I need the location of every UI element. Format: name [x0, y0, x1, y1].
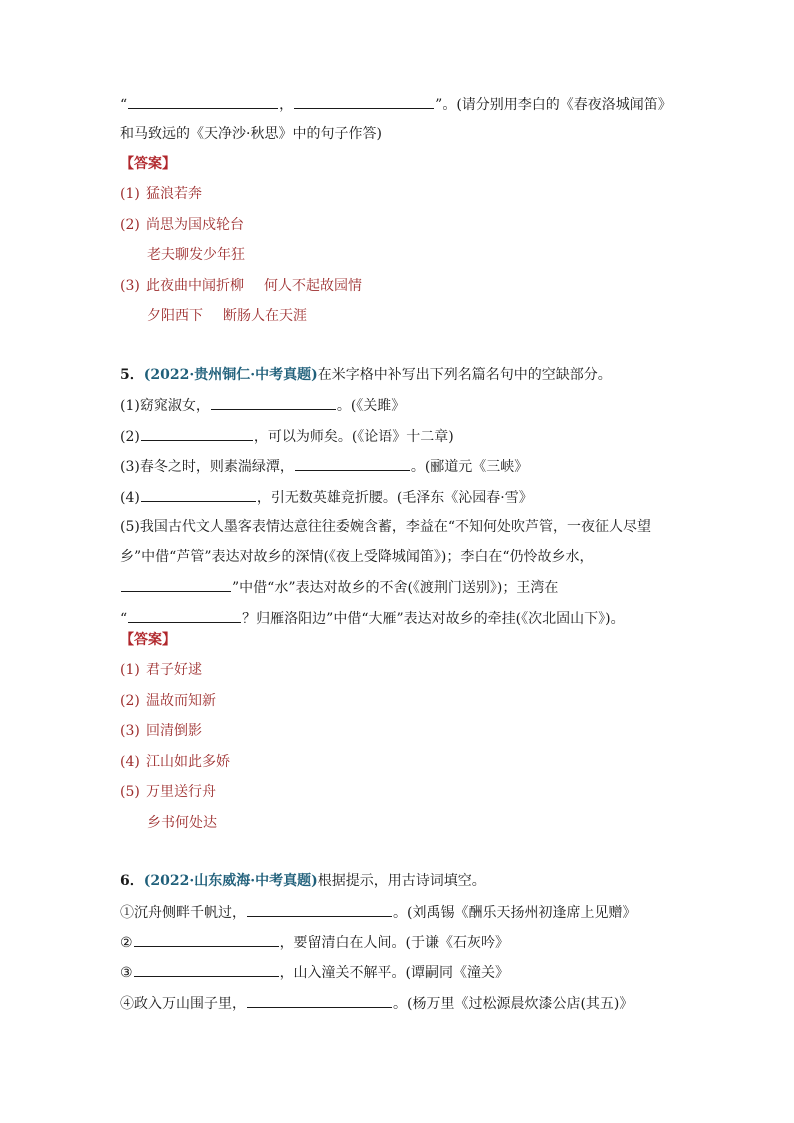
question-source: (2022·贵州铜仁·中考真题): [143, 367, 318, 383]
question-5-header: 5．(2022·贵州铜仁·中考真题)在米字格中补写出下列名篇名句中的空缺部分。: [120, 367, 612, 383]
answer-blank[interactable]: [121, 577, 231, 592]
question-6-item-3: ③ ，山入潼关不解平。(谭嗣同《潼关》: [120, 962, 680, 983]
question-source: (2022·山东威海·中考真题): [143, 873, 318, 889]
answer-blank[interactable]: [295, 456, 410, 471]
question-5-item-3: (3)春冬之时，则素湍绿潭， 。(郦道元《三峡》: [120, 456, 680, 477]
question-6-header: 6．(2022·山东威海·中考真题)根据提示，用古诗词填空。: [120, 873, 486, 889]
carry-line-2: 和马致远的《天净沙·秋思》中的句子作答): [120, 126, 382, 142]
answer-item: (2) 尚思为国戍轮台: [120, 217, 244, 233]
answer-item-continuation: 乡书何处达: [147, 815, 217, 831]
answer-blank[interactable]: [247, 993, 392, 1008]
question-5-item-5-line-3: ”中借“水”表达对故乡的不舍(《渡荆门送别》)；王湾在: [120, 577, 680, 598]
answer-item: (1) 君子好逑: [120, 662, 202, 678]
answer-blank[interactable]: [247, 902, 392, 917]
answer-blank[interactable]: [134, 932, 279, 947]
answer-blank[interactable]: [128, 608, 241, 623]
answer-item: (2) 温故而知新: [120, 693, 216, 709]
question-5-item-5-line-1: (5)我国古代文人墨客表情达意往往委婉含蓄，李益在“不知何处吹芦管，一夜征人尽望: [120, 519, 651, 535]
answer-heading: 【答案】: [120, 632, 176, 648]
answer-item: (1) 猛浪若奔: [120, 186, 202, 202]
question-6-item-1: ①沉舟侧畔千帆过， 。(刘禹锡《酬乐天扬州初逢席上见赠》: [120, 902, 680, 923]
carry-line-1: “ ， ”。(请分别用李白的《春夜洛城闻笛》: [120, 94, 680, 115]
answer-item: (5) 万里送行舟: [120, 784, 216, 800]
answer-blank[interactable]: [141, 487, 256, 502]
answer-item: (3) 回清倒影: [120, 723, 202, 739]
question-5-item-1: (1)窈窕淑女， 。(《关雎》: [120, 395, 680, 416]
question-5-item-5-line-2: 乡”中借“芦管”表达对故乡的深情(《夜上受降城闻笛》)；李白在“仍怜故乡水，: [120, 549, 594, 565]
answer-blank[interactable]: [134, 962, 279, 977]
question-6-item-4: ④政入万山围子里， 。(杨万里《过松源晨炊漆公店(其五)》: [120, 993, 680, 1014]
question-5-item-5-line-4: “ ？归雁洛阳边”中借“大雁”表达对故乡的牵挂(《次北固山下》)。: [120, 608, 680, 629]
question-5-item-2: (2) ，可以为师矣。(《论语》十二章): [120, 426, 680, 447]
answer-item-continuation: 夕阳西下 断肠人在天涯: [147, 308, 307, 324]
answer-blank[interactable]: [141, 426, 253, 441]
answer-item: (3) 此夜曲中闻折柳 何人不起故园情: [120, 278, 362, 294]
question-6-item-2: ② ，要留清白在人间。(于谦《石灰吟》: [120, 932, 680, 953]
answer-blank[interactable]: [294, 94, 434, 109]
answer-blank[interactable]: [128, 94, 278, 109]
answer-heading: 【答案】: [120, 156, 176, 172]
answer-item: (4) 江山如此多娇: [120, 754, 230, 770]
answer-item-continuation: 老夫聊发少年狂: [147, 247, 245, 263]
question-5-item-4: (4) ，引无数英雄竞折腰。(毛泽东《沁园春·雪》: [120, 487, 680, 508]
answer-blank[interactable]: [211, 395, 336, 410]
